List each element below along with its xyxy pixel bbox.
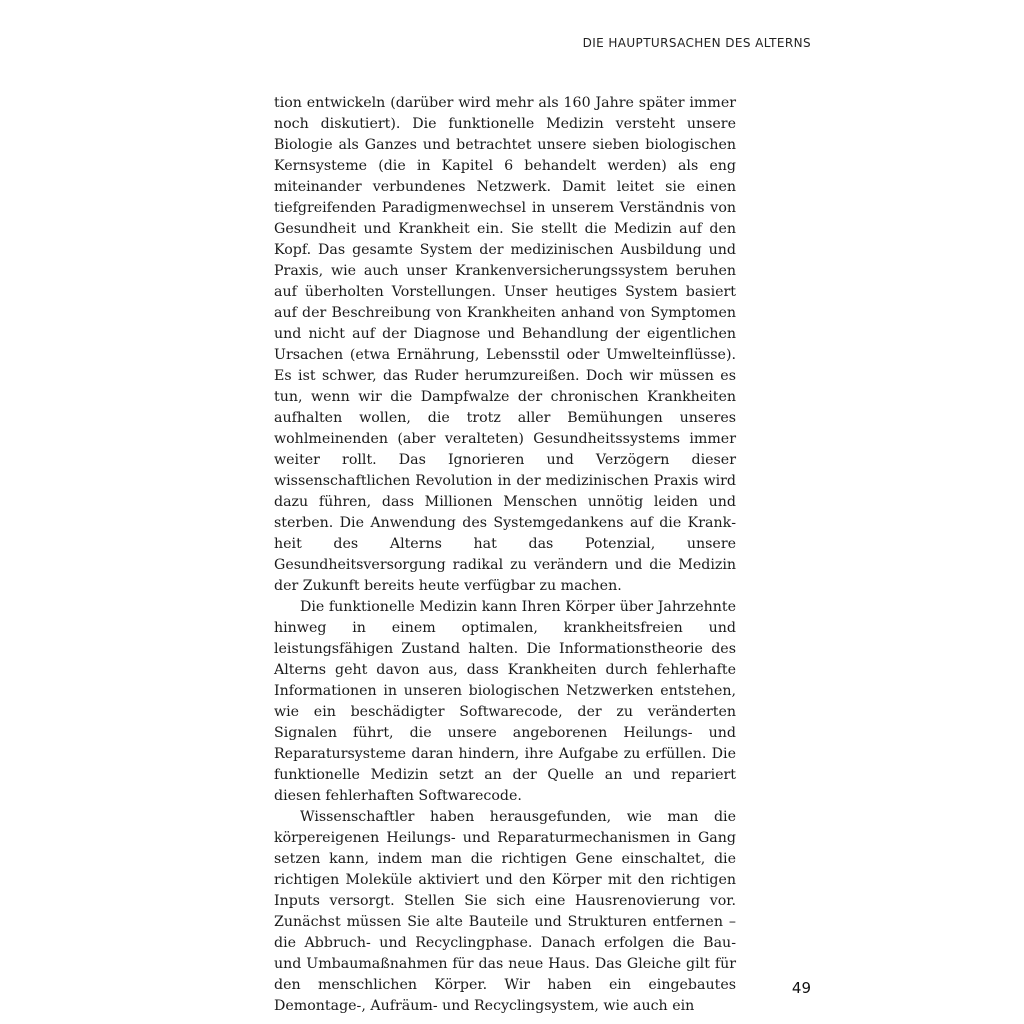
- paragraph-3: Wissenschaftler haben herausgefunden, wie man die körpereigenen Heilungs- und Reparaturmechanismen in Gang setzen kann, indem man die richtigen Gene einschaltet, die richtigen Moleküle aktiviert und den Körper mit den richtigen Inputs versorgt. Stellen Sie sich eine Hausrenovierung vor. Zunächst müssen Sie alte Bauteile und Strukturen entfernen – die Abbruch- und Recyclingphase. Danach erfolgen die Bau- und Umbaumaßnahmen für das neue Haus. Das Gleiche gilt für den menschlichen Körper. Wir haben ein eingebautes Demontage-, Aufräum- und Recyclingsystem, wie auch ein: [274, 809, 736, 1014]
- paragraph-2: Die funktionelle Medizin kann Ihren Körper über Jahrzehnte hinweg in einem optimalen, krankheitsfreien und leistungsfähigen Zustand halten. Die Informationstheorie des Alterns geht davon aus, dass Krankheiten durch fehlerhafte Informationen in unseren biologischen Netzwerken entstehen, wie ein beschädigter Softwarecode, der zu veränderten Signalen führt, die unsere angeborenen Heilungs- und Reparatursysteme daran hindern, ihre Aufgabe zu erfüllen. Die funktionelle Medizin setzt an der Quelle an und repariert diesen fehlerhaften Softwarecode.: [274, 599, 736, 804]
- running-header: DIE HAUPTURSACHEN DES ALTERNS: [582, 36, 811, 50]
- paragraph-1: tion entwickeln (darüber wird mehr als 160 Jahre später immer noch diskutiert). Die funktionelle Medizin versteht unsere Biologie als Ganzes und betrachtet unsere sieben biologischen Kernsysteme (die in Kapitel 6 behandelt werden) als eng miteinander verbundenes Netzwerk. Damit leitet sie einen tiefgreifenden Paradigmenwechsel in unserem Verständnis von Gesundheit und Krankheit ein. Sie stellt die Medizin auf den Kopf. Das gesamte System der medizinischen Ausbildung und Praxis, wie auch unser Krankenversicherungssystem beruhen auf überholten Vorstellungen. Unser heutiges System basiert auf der Beschreibung von Krankheiten anhand von Symptomen und nicht auf der Diagnose und Behandlung der eigentlichen Ursachen (etwa Ernährung, Lebensstil oder Umwelteinflüsse). Es ist schwer, das Ruder herumzureißen. Doch wir müssen es tun, wenn wir die Dampfwalze der chronischen Krankheiten aufhalten wollen, die trotz aller Bemühungen unseres wohlmeinenden (aber veralteten) Gesundheitssystems immer weiter rollt. Das Ignorieren und Verzögern dieser wissenschaftlichen Revolution in der medizinischen Praxis wird dazu führen, dass Millionen Menschen unnötig leiden und sterben. Die Anwendung des Systemgedankens auf die Krankheit des Alterns hat das Potenzial, unsere Gesundheitsversorgung radikal zu verändern und die Medizin der Zukunft bereits heute verfügbar zu machen.: [274, 95, 736, 594]
- body-text: [274, 93, 736, 1017]
- page-number: 49: [791, 979, 811, 997]
